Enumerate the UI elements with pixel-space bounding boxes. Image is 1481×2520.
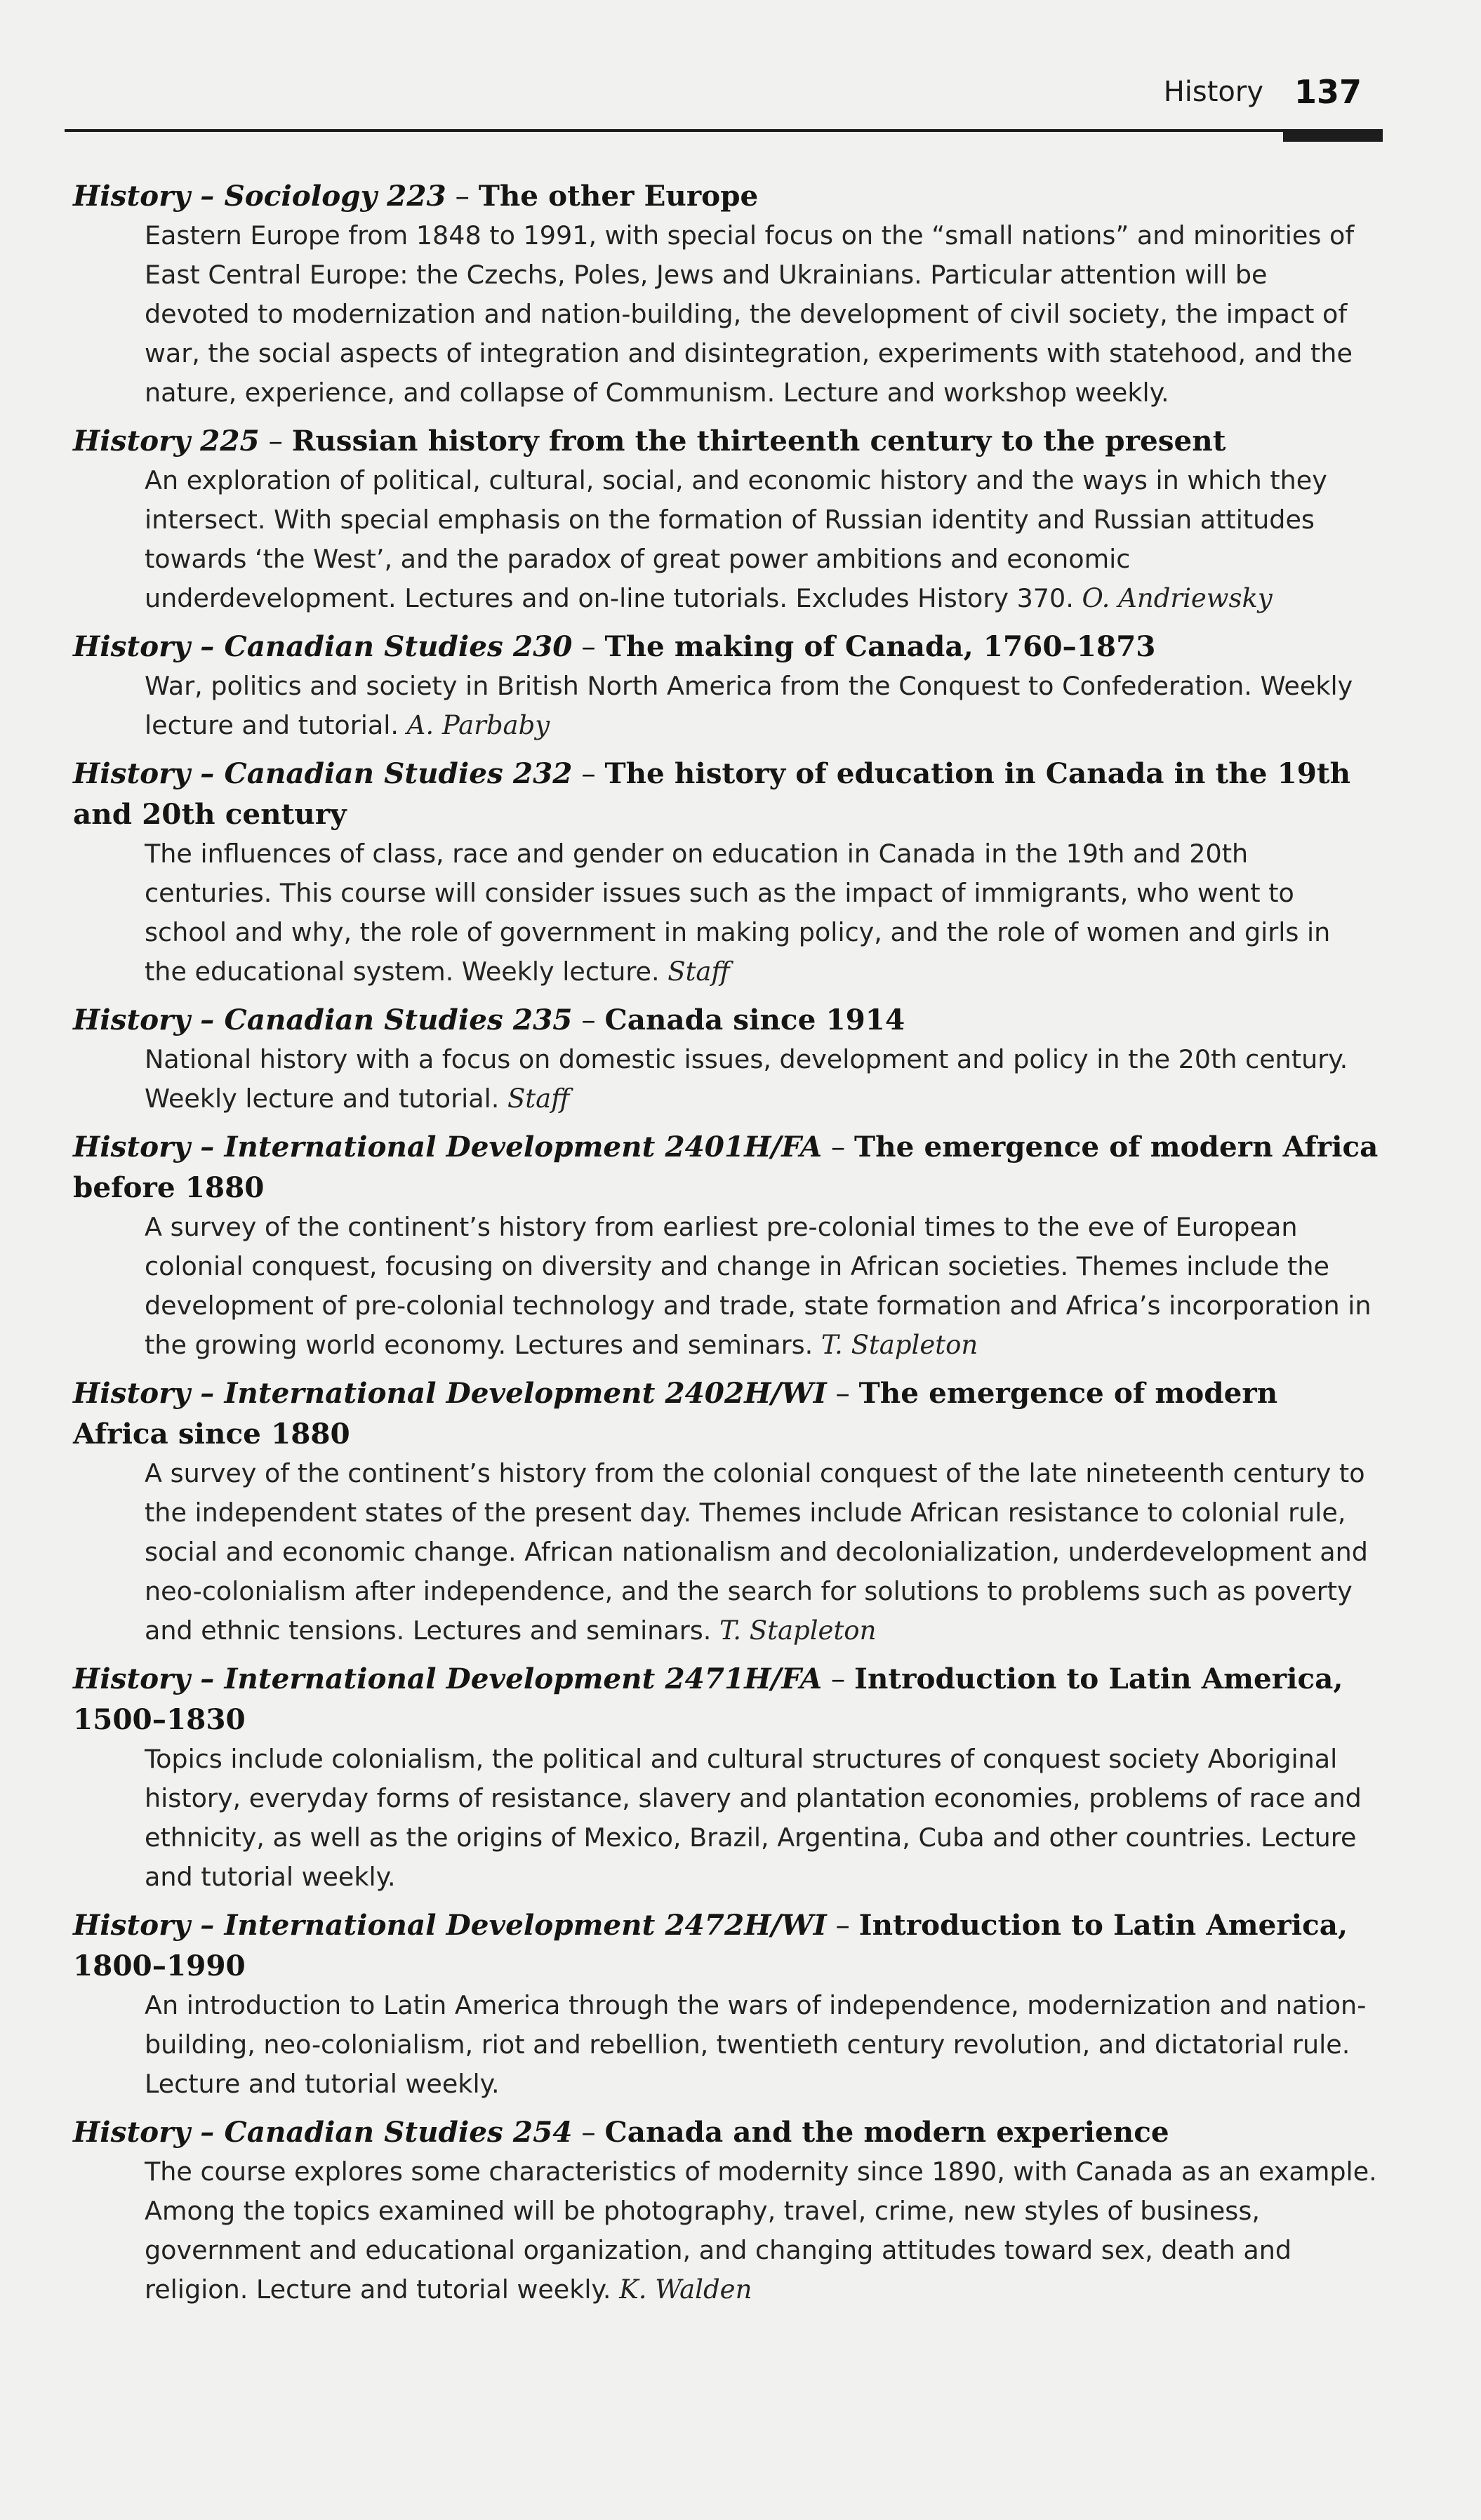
course-entry (73, 1658, 1379, 1897)
course-name: The emergence of modern Africa before 1880 (73, 1130, 1379, 1204)
course-entry (73, 999, 1379, 1119)
course-description: An exploration of political, cultural, social, and economic history and the ways in which they intersect. With special emphasis on the formation of Russian identity and Russian attitudes towards ‘the West’, and the paradox of great power ambitions and economic underdevelopment. Lectures and on-line tutorials. Excludes History 370. (145, 465, 1327, 613)
header-rule (65, 129, 1383, 132)
course-entry (73, 420, 1379, 618)
course-entry (73, 753, 1379, 992)
course-description-block (145, 461, 1379, 618)
course-code: History – International Development 2472H/WI (73, 1908, 827, 1942)
course-instructor: K. Walden (619, 2274, 752, 2305)
course-instructor: A. Parbaby (406, 710, 550, 740)
course-code: History 225 (73, 424, 260, 458)
course-description: A survey of the continent’s history from earliest pre-colonial times to the eve of European colonial conquest, focusing on diversity and change in African societies. Themes include the development of pre-colonial technology and trade, state formation and Africa’s incorporation in the growing world economy. Lectures and seminars. (145, 1212, 1372, 1360)
course-entry (73, 1905, 1379, 2104)
course-entry (73, 626, 1379, 745)
course-instructor: Staff (668, 956, 730, 987)
course-name: Russian history from the thirteenth century to the present (291, 424, 1226, 458)
course-entry (73, 1373, 1379, 1651)
course-name: Introduction to Latin America, 1800–1990 (73, 1908, 1348, 1982)
course-code: History – Canadian Studies 235 (73, 1003, 573, 1036)
course-entry (73, 1126, 1379, 1365)
course-title (73, 1658, 1379, 1740)
course-list (73, 175, 1379, 2317)
course-separator: – (581, 629, 596, 663)
course-description: Eastern Europe from 1848 to 1991, with special focus on the “small nations” and minorities of East Central Europe: the Czechs, Poles, Jews and Ukrainians. Particular attention will be devoted to modernization and nation-building, the development of civil society, the impact of war, the social aspects of integration and disintegration, experiments with statehood, and the nature, experience, and collapse of Communism. Lecture and workshop weekly. (145, 220, 1355, 408)
course-description: An introduction to Latin America through the wars of independence, modernization and nation-building, neo-colonialism, riot and rebellion, twentieth century revolution, and dictatorial rule. Lecture and tutorial weekly. (145, 1990, 1367, 2099)
course-title (73, 999, 1379, 1040)
course-separator: – (830, 1662, 846, 1695)
course-separator: – (581, 1003, 596, 1036)
course-description-block (145, 1986, 1379, 2104)
header-tab (1283, 129, 1383, 142)
course-entry (73, 175, 1379, 413)
course-title (73, 175, 1379, 216)
course-description-block (145, 667, 1379, 745)
course-description-block (145, 1208, 1379, 1365)
page-header (65, 69, 1383, 135)
course-separator: – (455, 179, 470, 213)
course-code: History – Canadian Studies 254 (73, 2115, 573, 2149)
course-code: History – Canadian Studies 232 (73, 756, 573, 790)
course-description: War, politics and society in British North America from the Conquest to Confederation. Weekly lecture and tutorial. (145, 671, 1353, 740)
course-separator: – (835, 1376, 850, 1410)
course-separator: – (835, 1908, 850, 1942)
course-instructor: O. Andriewsky (1082, 583, 1273, 613)
course-description: Topics include colonialism, the political and cultural structures of conquest society Aboriginal history, everyday forms of resistance, slavery and plantation economies, problems of race and ethnicity, as well as the origins of Mexico, Brazil, Argentina, Cuba and other countries. Lecture and tutorial weekly. (145, 1744, 1362, 1892)
course-code: History – Canadian Studies 230 (73, 629, 573, 663)
running-head: History (1163, 76, 1263, 108)
course-title (73, 1373, 1379, 1454)
course-title (73, 753, 1379, 834)
course-name: The emergence of modern Africa since 1880 (73, 1376, 1278, 1451)
course-description: A survey of the continent’s history from the colonial conquest of the late nineteenth century to the independent states of the present day. Themes include African resistance to colonial rule, social and economic change. African nationalism and decolonialization, underdevelopment and neo-colonialism after independence, and the search for solutions to problems such as poverty and ethnic tensions. Lectures and seminars. (145, 1458, 1368, 1646)
course-instructor: Staff (507, 1084, 570, 1114)
course-instructor: T. Stapleton (821, 1330, 978, 1360)
course-separator: – (581, 756, 596, 790)
course-description-block (145, 216, 1379, 413)
course-separator: – (581, 2115, 596, 2149)
course-code: History – Sociology 223 (73, 179, 446, 213)
course-description: The course explores some characteristics of modernity since 1890, with Canada as an example. Among the topics examined will be photography, travel, crime, new styles of business, government and educational organization, and changing attitudes toward sex, death and religion. Lecture and tutorial weekly. (145, 2156, 1377, 2305)
course-instructor: T. Stapleton (719, 1615, 877, 1646)
course-code: History – International Development 2402H/WI (73, 1376, 827, 1410)
course-code: History – International Development 2401H/FA (73, 1130, 823, 1164)
course-title (73, 420, 1379, 461)
course-title (73, 2112, 1379, 2152)
course-description: The influences of class, race and gender on education in Canada in the 19th and 20th centuries. This course will consider issues such as the impact of immigrants, who went to school and why, the role of government in making policy, and the role of women and girls in the educational system. Weekly lecture. (145, 839, 1331, 987)
course-code: History – International Development 2471H/FA (73, 1662, 823, 1695)
course-name: Canada since 1914 (604, 1003, 905, 1036)
course-separator: – (830, 1130, 846, 1164)
course-title (73, 1126, 1379, 1208)
page-number: 137 (1294, 73, 1362, 111)
course-name: The history of education in Canada in the 19th and 20th century (73, 756, 1351, 831)
course-name: The making of Canada, 1760–1873 (604, 629, 1156, 663)
course-name: The other Europe (478, 179, 759, 213)
course-description-block (145, 1454, 1379, 1651)
course-entry (73, 2112, 1379, 2309)
course-name: Canada and the modern experience (604, 2115, 1169, 2149)
course-title (73, 1905, 1379, 1986)
course-title (73, 626, 1379, 667)
course-name: Introduction to Latin America, 1500–1830 (73, 1662, 1343, 1736)
course-description-block (145, 1740, 1379, 1897)
course-description-block (145, 1040, 1379, 1119)
course-description-block (145, 834, 1379, 992)
course-description-block (145, 2152, 1379, 2309)
course-description: National history with a focus on domestic issues, development and policy in the 20th century. Weekly lecture and tutorial. (145, 1044, 1348, 1114)
course-separator: – (268, 424, 283, 458)
